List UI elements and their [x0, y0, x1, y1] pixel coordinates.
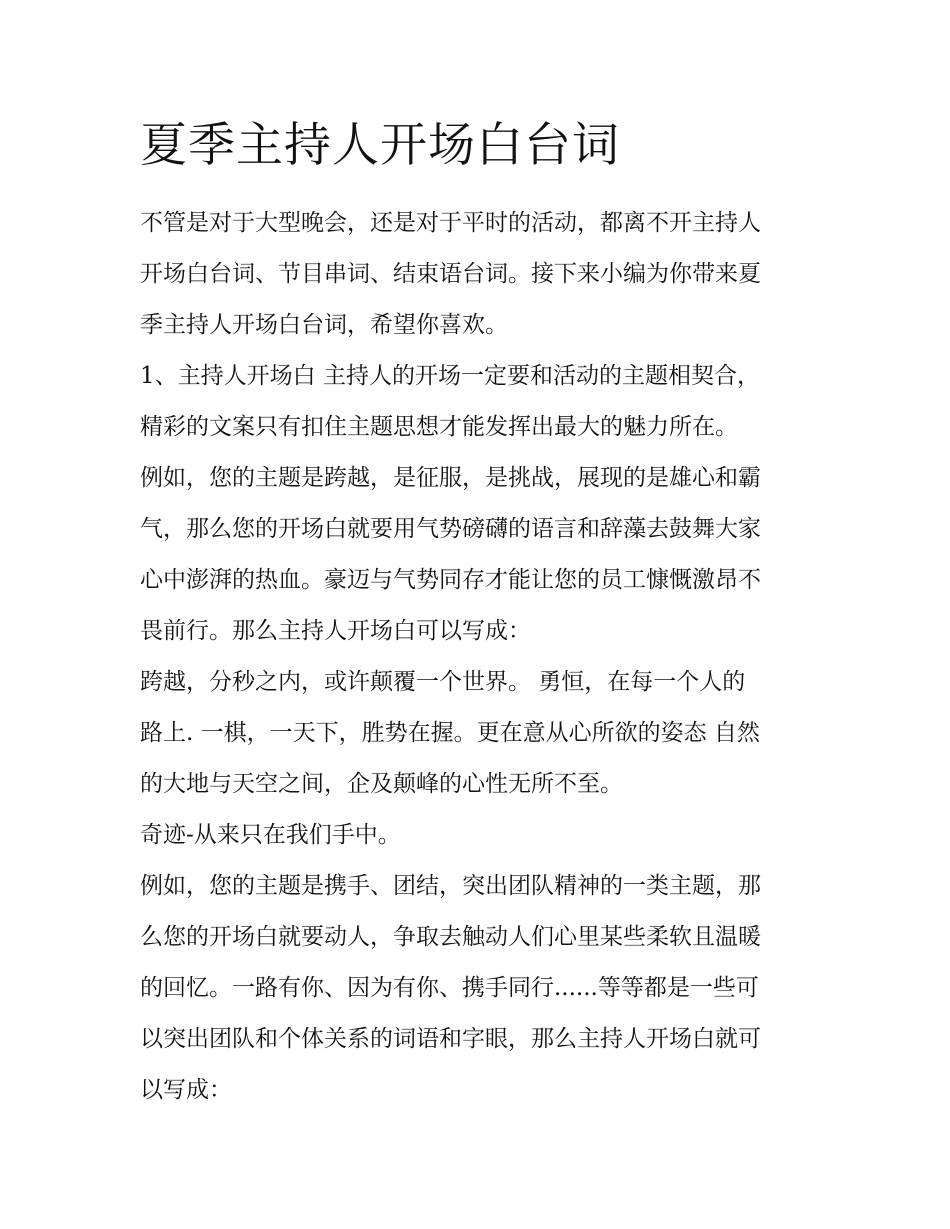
text-line: 开场白台词、节目串词、结束语台词。接下来小编为你带来夏: [140, 261, 761, 287]
text-line: 路上. 一棋，一天下，胜势在握。更在意从心所欲的姿态 自然: [140, 720, 760, 746]
text-line: 以写成：: [140, 1077, 232, 1103]
text-line: 季主持人开场白台词，希望你喜欢。: [140, 312, 508, 338]
document-body: [140, 198, 812, 1116]
text-line: 畏前行。那么主持人开场白可以写成：: [140, 618, 531, 644]
text-line: 奇迹-从来只在我们手中。: [140, 822, 401, 848]
text-line: 例如，您的主题是跨越，是征服，是挑战，展现的是雄心和霸: [140, 465, 761, 491]
text-line: 的回忆。一路有你、因为有你、携手同行......等等都是一些可: [140, 975, 759, 1001]
text-line: 以突出团队和个体关系的词语和字眼，那么主持人开场白就可: [140, 1026, 761, 1052]
text-line: 跨越，分秒之内，或许颠覆一个世界。 勇恒，在每一个人的: [140, 669, 746, 695]
document-title: 夏季主持人开场白台词: [140, 118, 620, 173]
text-line: 气，那么您的开场白就要用气势磅礴的语言和辞藻去鼓舞大家: [140, 516, 761, 542]
text-line: 不管是对于大型晚会，还是对于平时的活动，都离不开主持人: [140, 210, 761, 236]
text-line: 1、主持人开场白 主持人的开场一定要和活动的主题相契合，: [140, 363, 760, 389]
text-line: 么您的开场白就要动人，争取去触动人们心里某些柔软且温暖: [140, 924, 761, 950]
text-line: 心中澎湃的热血。豪迈与气势同存才能让您的员工慷慨激昂不: [140, 567, 761, 593]
text-line: 精彩的文案只有扣住主题思想才能发挥出最大的魅力所在。: [140, 414, 738, 440]
text-line: 例如，您的主题是携手、团结，突出团队精神的一类主题，那: [140, 873, 761, 899]
text-line: 的大地与天空之间，企及颠峰的心性无所不至。: [140, 771, 623, 797]
